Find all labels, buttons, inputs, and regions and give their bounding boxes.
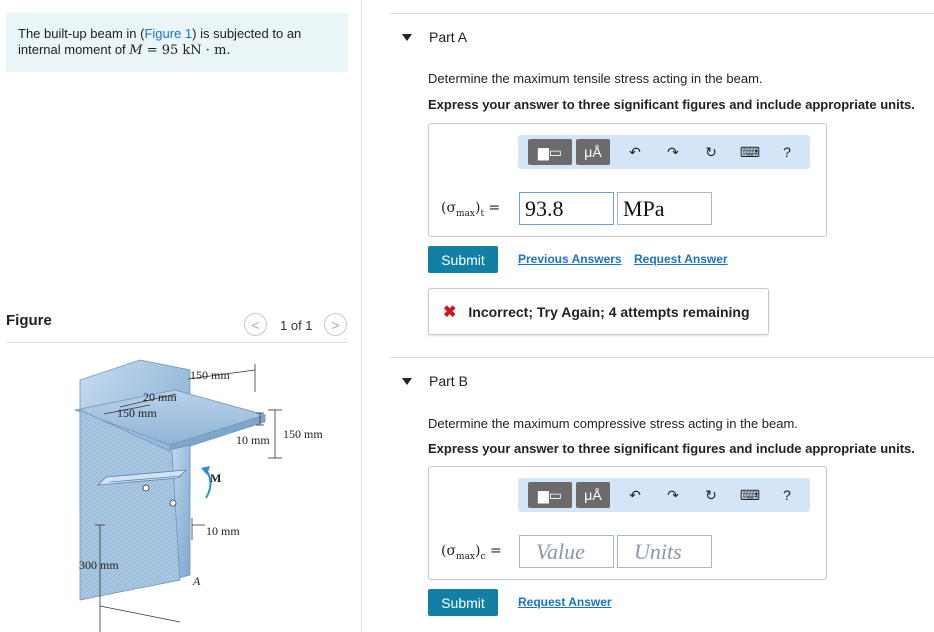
units-label: μÅ	[584, 487, 602, 503]
column-divider	[361, 0, 362, 632]
part-b-value-input[interactable]: Value	[519, 535, 614, 568]
part-a-request-answer-link[interactable]: Request Answer	[634, 252, 728, 266]
undo-button[interactable]	[624, 482, 646, 508]
units-label: μÅ	[584, 144, 602, 160]
redo-button[interactable]	[662, 482, 684, 508]
figure-pager-text: 1 of 1	[280, 318, 313, 333]
part-a-equation-label: $(\sigma_{max})_t$ =	[441, 200, 501, 219]
help-icon: ?	[783, 487, 791, 503]
fraction-template-icon: ▆▭	[538, 143, 562, 160]
part-a-answer-box	[428, 123, 827, 237]
problem-text-1: The built-up beam in (	[18, 26, 145, 41]
problem-math: M = 95 kN · m.	[129, 43, 231, 58]
help-button[interactable]	[776, 139, 798, 165]
fraction-template-icon: ▆▭	[538, 486, 562, 503]
dim-flange-thick: 20 mm	[143, 390, 177, 404]
chevron-left-icon: <	[251, 316, 260, 333]
part-a-feedback	[428, 288, 769, 335]
part-a-submit-button[interactable]: Submit	[428, 246, 498, 273]
prev-figure-button[interactable]	[244, 313, 267, 336]
chevron-right-icon: >	[331, 316, 340, 333]
next-figure-button[interactable]	[324, 313, 347, 336]
dim-right-height: 150 mm	[283, 427, 323, 441]
redo-icon: ↷	[667, 143, 679, 160]
templates-button[interactable]	[528, 482, 572, 508]
part-a-units-input[interactable]: MPa	[617, 192, 712, 225]
reset-icon: ↻	[705, 486, 717, 503]
problem-text-2: ) is subjected to an internal moment of	[18, 26, 302, 57]
part-b-title: Part B	[429, 373, 468, 389]
point-a-label: A	[193, 574, 201, 588]
part-a-value-input[interactable]: 93.8	[519, 192, 614, 225]
reset-button[interactable]	[700, 139, 722, 165]
feedback-text: Incorrect; Try Again; 4 attempts remaining	[468, 303, 750, 320]
figure-title: Figure	[6, 312, 52, 329]
part-a-header[interactable]	[390, 14, 934, 60]
reset-button[interactable]	[700, 482, 722, 508]
undo-icon: ↶	[629, 143, 641, 160]
moment-label: M	[210, 471, 222, 485]
dim-depth: 300 mm	[79, 558, 119, 572]
part-b-instruction: Determine the maximum compressive stress acting in the beam.	[428, 416, 798, 431]
caret-down-icon	[402, 34, 412, 41]
dim-web-thick-bottom: 10 mm	[206, 524, 240, 538]
problem-statement	[6, 13, 348, 72]
part-b-units-input[interactable]: Units	[617, 535, 712, 568]
templates-button[interactable]	[528, 139, 572, 165]
help-icon: ?	[783, 144, 791, 160]
help-button[interactable]	[776, 482, 798, 508]
keyboard-icon: ⌨	[739, 486, 761, 503]
redo-button[interactable]	[662, 139, 684, 165]
part-a-title: Part A	[429, 29, 468, 45]
keyboard-button[interactable]	[738, 139, 762, 165]
units-button[interactable]	[576, 139, 610, 165]
undo-icon: ↶	[629, 486, 641, 503]
caret-down-icon	[402, 378, 412, 385]
part-b-toolbar	[518, 478, 810, 512]
part-a-instruction-bold: Express your answer to three significant figures and include appropriate units.	[428, 97, 915, 112]
part-b-header[interactable]	[390, 358, 934, 404]
part-b-answer-box	[428, 466, 827, 580]
keyboard-button[interactable]	[738, 482, 762, 508]
part-b-submit-button[interactable]: Submit	[428, 589, 498, 616]
keyboard-icon: ⌨	[739, 143, 761, 160]
previous-answers-link[interactable]: Previous Answers	[518, 252, 622, 266]
dim-left-width: 150 mm	[117, 406, 157, 420]
dim-top-width: 150 mm	[190, 368, 230, 382]
units-button[interactable]	[576, 482, 610, 508]
part-a-instruction: Determine the maximum tensile stress acting in the beam.	[428, 71, 763, 86]
part-b-request-answer-link[interactable]: Request Answer	[518, 595, 612, 609]
dim-web-thick-top: 10 mm	[236, 433, 270, 447]
part-b-equation-label: $(\sigma_{max})_c$ =	[441, 543, 502, 562]
undo-button[interactable]	[624, 139, 646, 165]
figure-divider	[6, 342, 348, 343]
redo-icon: ↷	[667, 486, 679, 503]
reset-icon: ↻	[705, 143, 717, 160]
part-b-instruction-bold: Express your answer to three significant figures and include appropriate units.	[428, 441, 915, 456]
part-a-toolbar	[518, 135, 810, 169]
incorrect-x-icon: ✖	[443, 303, 457, 321]
beam-figure	[0, 350, 360, 632]
figure-link[interactable]: Figure 1	[144, 26, 193, 41]
